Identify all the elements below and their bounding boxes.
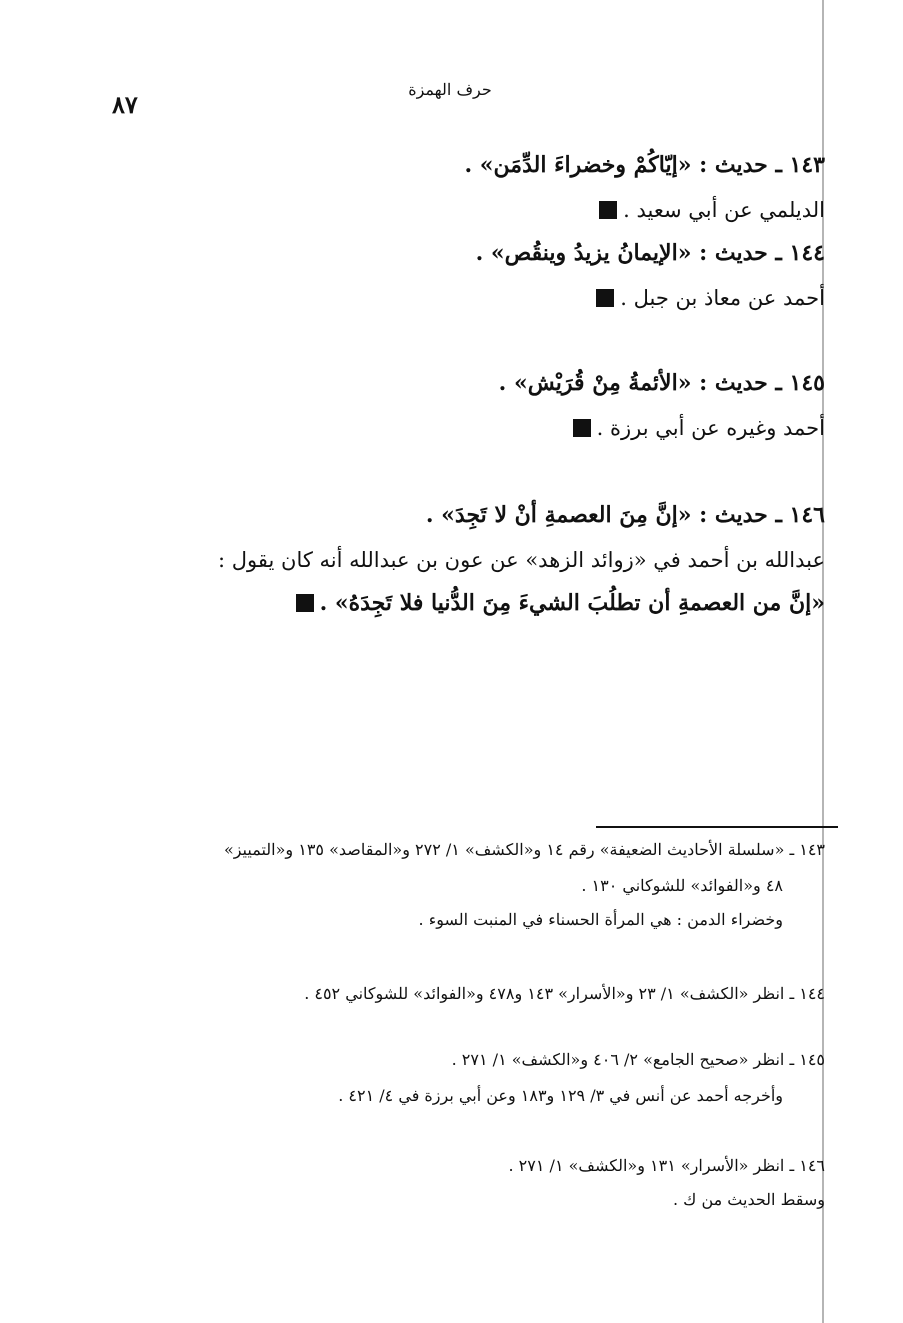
source-text: أحمد وغيره عن أبي برزة .: [596, 416, 825, 440]
hadith-heading-144: ١٤٤ ـ حديث : «الإيمانُ يزيدُ وينقُص» .: [475, 240, 825, 266]
quoted-saying: «إنَّ من العصمةِ أن تطلُبَ الشيءَ مِنَ الدُّنيا فلا تَجِدَهُ» .: [319, 590, 825, 616]
source-text: الديلمي عن أبي سعيد .: [623, 198, 825, 222]
end-of-entry-mark: [573, 419, 591, 437]
footnote-separator-rule: [596, 826, 838, 828]
footnote-146-line-1: ١٤٦ ـ انظر «الأسرار» ١٣١ و«الكشف» ١/ ٢٧١ .: [508, 1156, 825, 1175]
page-number: ٨٧: [112, 90, 138, 119]
source-text: أحمد عن معاذ بن جبل .: [620, 286, 825, 310]
footnote-143-line-2: ٤٨ و«الفوائد» للشوكاني ١٣٠ .: [581, 876, 783, 895]
hadith-source-143: [599, 198, 825, 222]
hadith-heading-143: ١٤٣ ـ حديث : «إيّاكُمْ وخضراءَ الدِّمَن» .: [464, 152, 825, 178]
end-of-entry-mark: [599, 201, 617, 219]
footnote-144: ١٤٤ ـ انظر «الكشف» ١/ ٢٣ و«الأسرار» ١٤٣ و٤٧٨ و«الفوائد» للشوكاني ٤٥٢ .: [304, 984, 825, 1003]
end-of-entry-mark: [596, 289, 614, 307]
footnote-143-line-3: وخضراء الدمن : هي المرأة الحسناء في المنبت السوء .: [418, 910, 783, 929]
hadith-source-146-line-1: عبدالله بن أحمد في «زوائد الزهد» عن عون بن عبدالله أنه كان يقول :: [218, 548, 825, 572]
footnote-146-line-2: وسقط الحديث من ك .: [673, 1190, 825, 1209]
running-header-title: حرف الهمزة: [408, 80, 492, 99]
end-of-entry-mark: [296, 594, 314, 612]
hadith-source-145: [573, 416, 825, 440]
hadith-heading-146: ١٤٦ ـ حديث : «إنَّ مِنَ العصمةِ أنْ لا تَجِدَ» .: [425, 502, 825, 528]
hadith-source-144: [596, 286, 825, 310]
hadith-heading-145: ١٤٥ ـ حديث : «الأئمةُ مِنْ قُرَيْش» .: [498, 370, 825, 396]
footnote-145-line-1: ١٤٥ ـ انظر «صحيح الجامع» ٢/ ٤٠٦ و«الكشف» ١/ ٢٧١ .: [451, 1050, 825, 1069]
footnote-143-line-1: ١٤٣ ـ «سلسلة الأحاديث الضعيفة» رقم ١٤ و«الكشف» ١/ ٢٧٢ و«المقاصد» ١٣٥ و«التمييز»: [223, 840, 825, 859]
hadith-source-146-line-2: [296, 590, 825, 616]
footnote-145-line-2: وأخرجه أحمد عن أنس في ٣/ ١٢٩ و١٨٣ وعن أبي برزة في ٤/ ٤٢١ .: [338, 1086, 783, 1105]
